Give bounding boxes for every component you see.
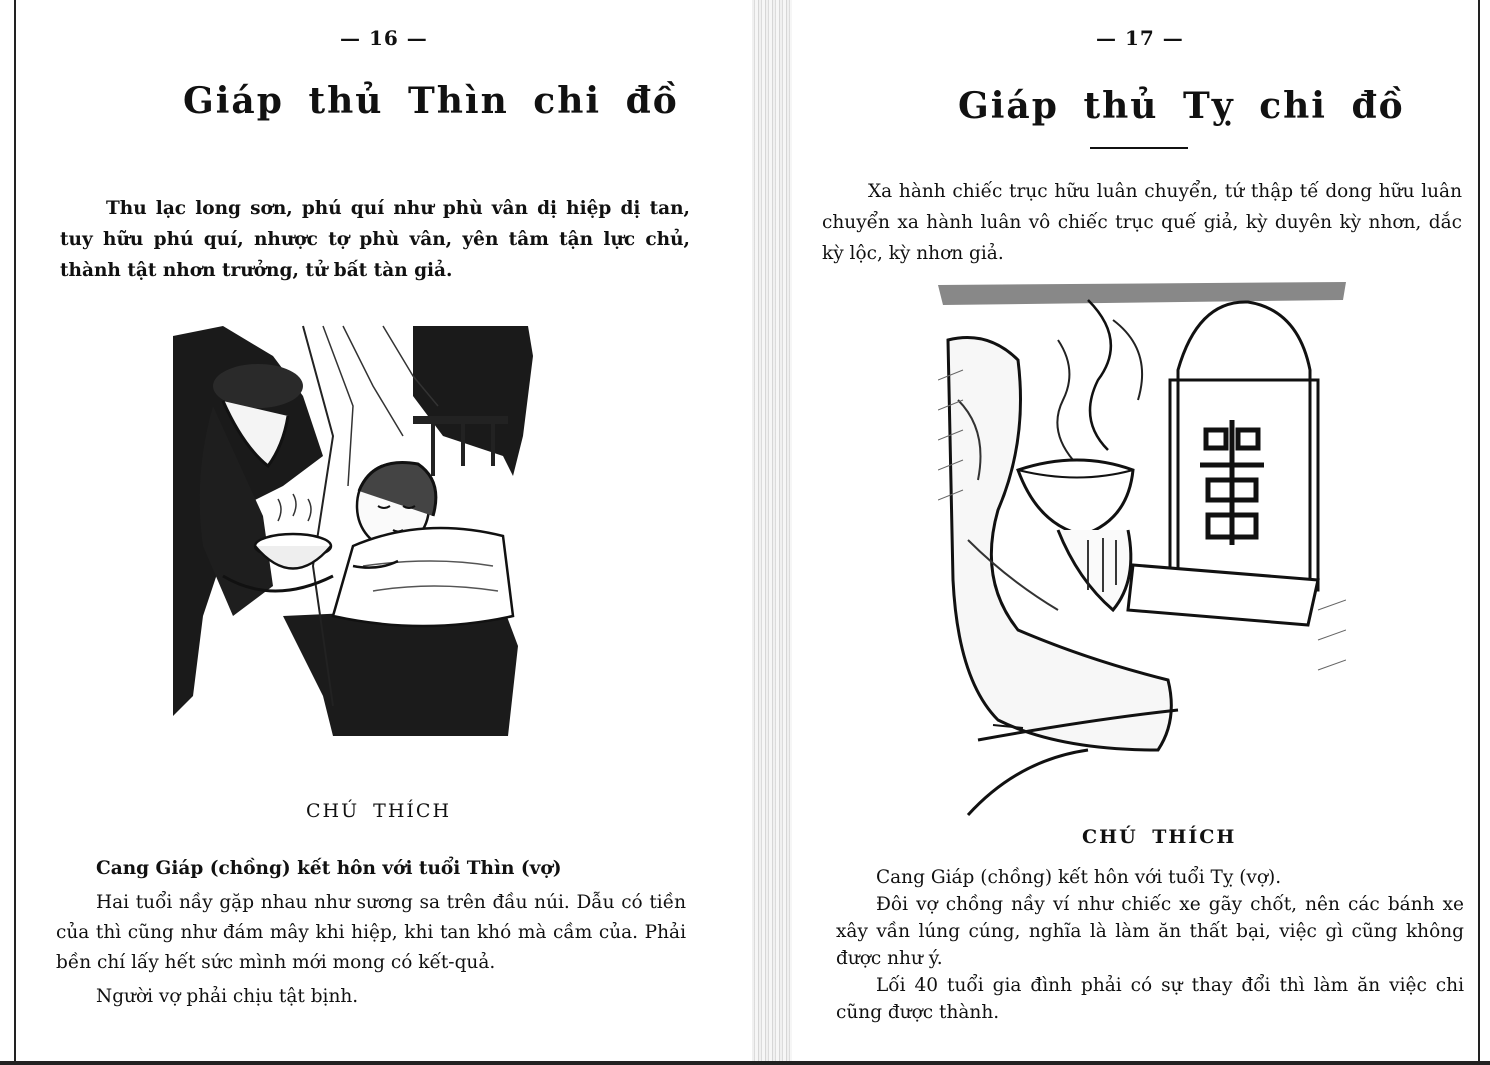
- page-title: Giáp thủ Thìn chi đồ: [183, 80, 679, 122]
- illustration-offering: [938, 280, 1346, 820]
- note-line: Cang Giáp (chồng) kết hôn với tuổi Tỵ (vợ).: [876, 867, 1282, 888]
- notes-section: [836, 864, 1464, 1026]
- note-line: Cang Giáp (chồng) kết hôn với tuổi Thìn (vợ): [96, 858, 562, 879]
- notes-heading: CHÚ THÍCH: [1082, 826, 1237, 848]
- intro-paragraph: Xa hành chiếc trục hữu luân chuyển, tứ thập tế dong hữu luân chuyển xa hành luân vô chiếc trục quế giả, kỳ duyên kỳ nhơn, dắc kỳ lộc, kỳ nhơn giả.: [822, 181, 1462, 264]
- note-line: Người vợ phải chịu tật bịnh.: [96, 986, 359, 1007]
- book-gutter: [752, 0, 792, 1065]
- notes-section: [56, 854, 686, 1016]
- notes-heading: CHÚ THÍCH: [306, 800, 452, 822]
- page-edge-left: [0, 0, 16, 1065]
- page-title: Giáp thủ Tỵ chi đồ: [958, 85, 1405, 127]
- intro-paragraph: Thu lạc long sơn, phú quí như phù vân dị hiệp dị tan, tuy hữu phú quí, nhược tợ phù vân, yên tâm tận lực chủ, thành tật nhơn trưởng, tử bất tàn giả.: [60, 198, 690, 281]
- sickbed-drawing: [163, 316, 533, 736]
- note-line: Lối 40 tuổi gia đình phải có sự thay đổi thì làm ăn việc chi cũng được thành.: [836, 975, 1464, 1023]
- offering-drawing: [938, 280, 1346, 820]
- note-line: Hai tuổi nầy gặp nhau như sương sa trên đầu núi. Dẫu có tiền của thì cũng như đám mây khi hiệp, khi tan khó mà cầm của. Phải bền chí lấy hết sức mình mới mong có kết-quả.: [56, 892, 686, 973]
- left-page: [18, 0, 748, 1065]
- note-line: Đôi vợ chồng nầy ví như chiếc xe gãy chốt, nên các bánh xe xây vần lúng cúng, nghĩa là làm ăn thất bại, việc gì cũng không được như ý.: [836, 894, 1464, 969]
- page-number: — 16 —: [340, 26, 428, 50]
- title-divider: [1090, 147, 1188, 149]
- illustration-sickbed: [163, 316, 533, 736]
- right-page: [800, 0, 1480, 1065]
- page-number: — 17 —: [1096, 26, 1184, 50]
